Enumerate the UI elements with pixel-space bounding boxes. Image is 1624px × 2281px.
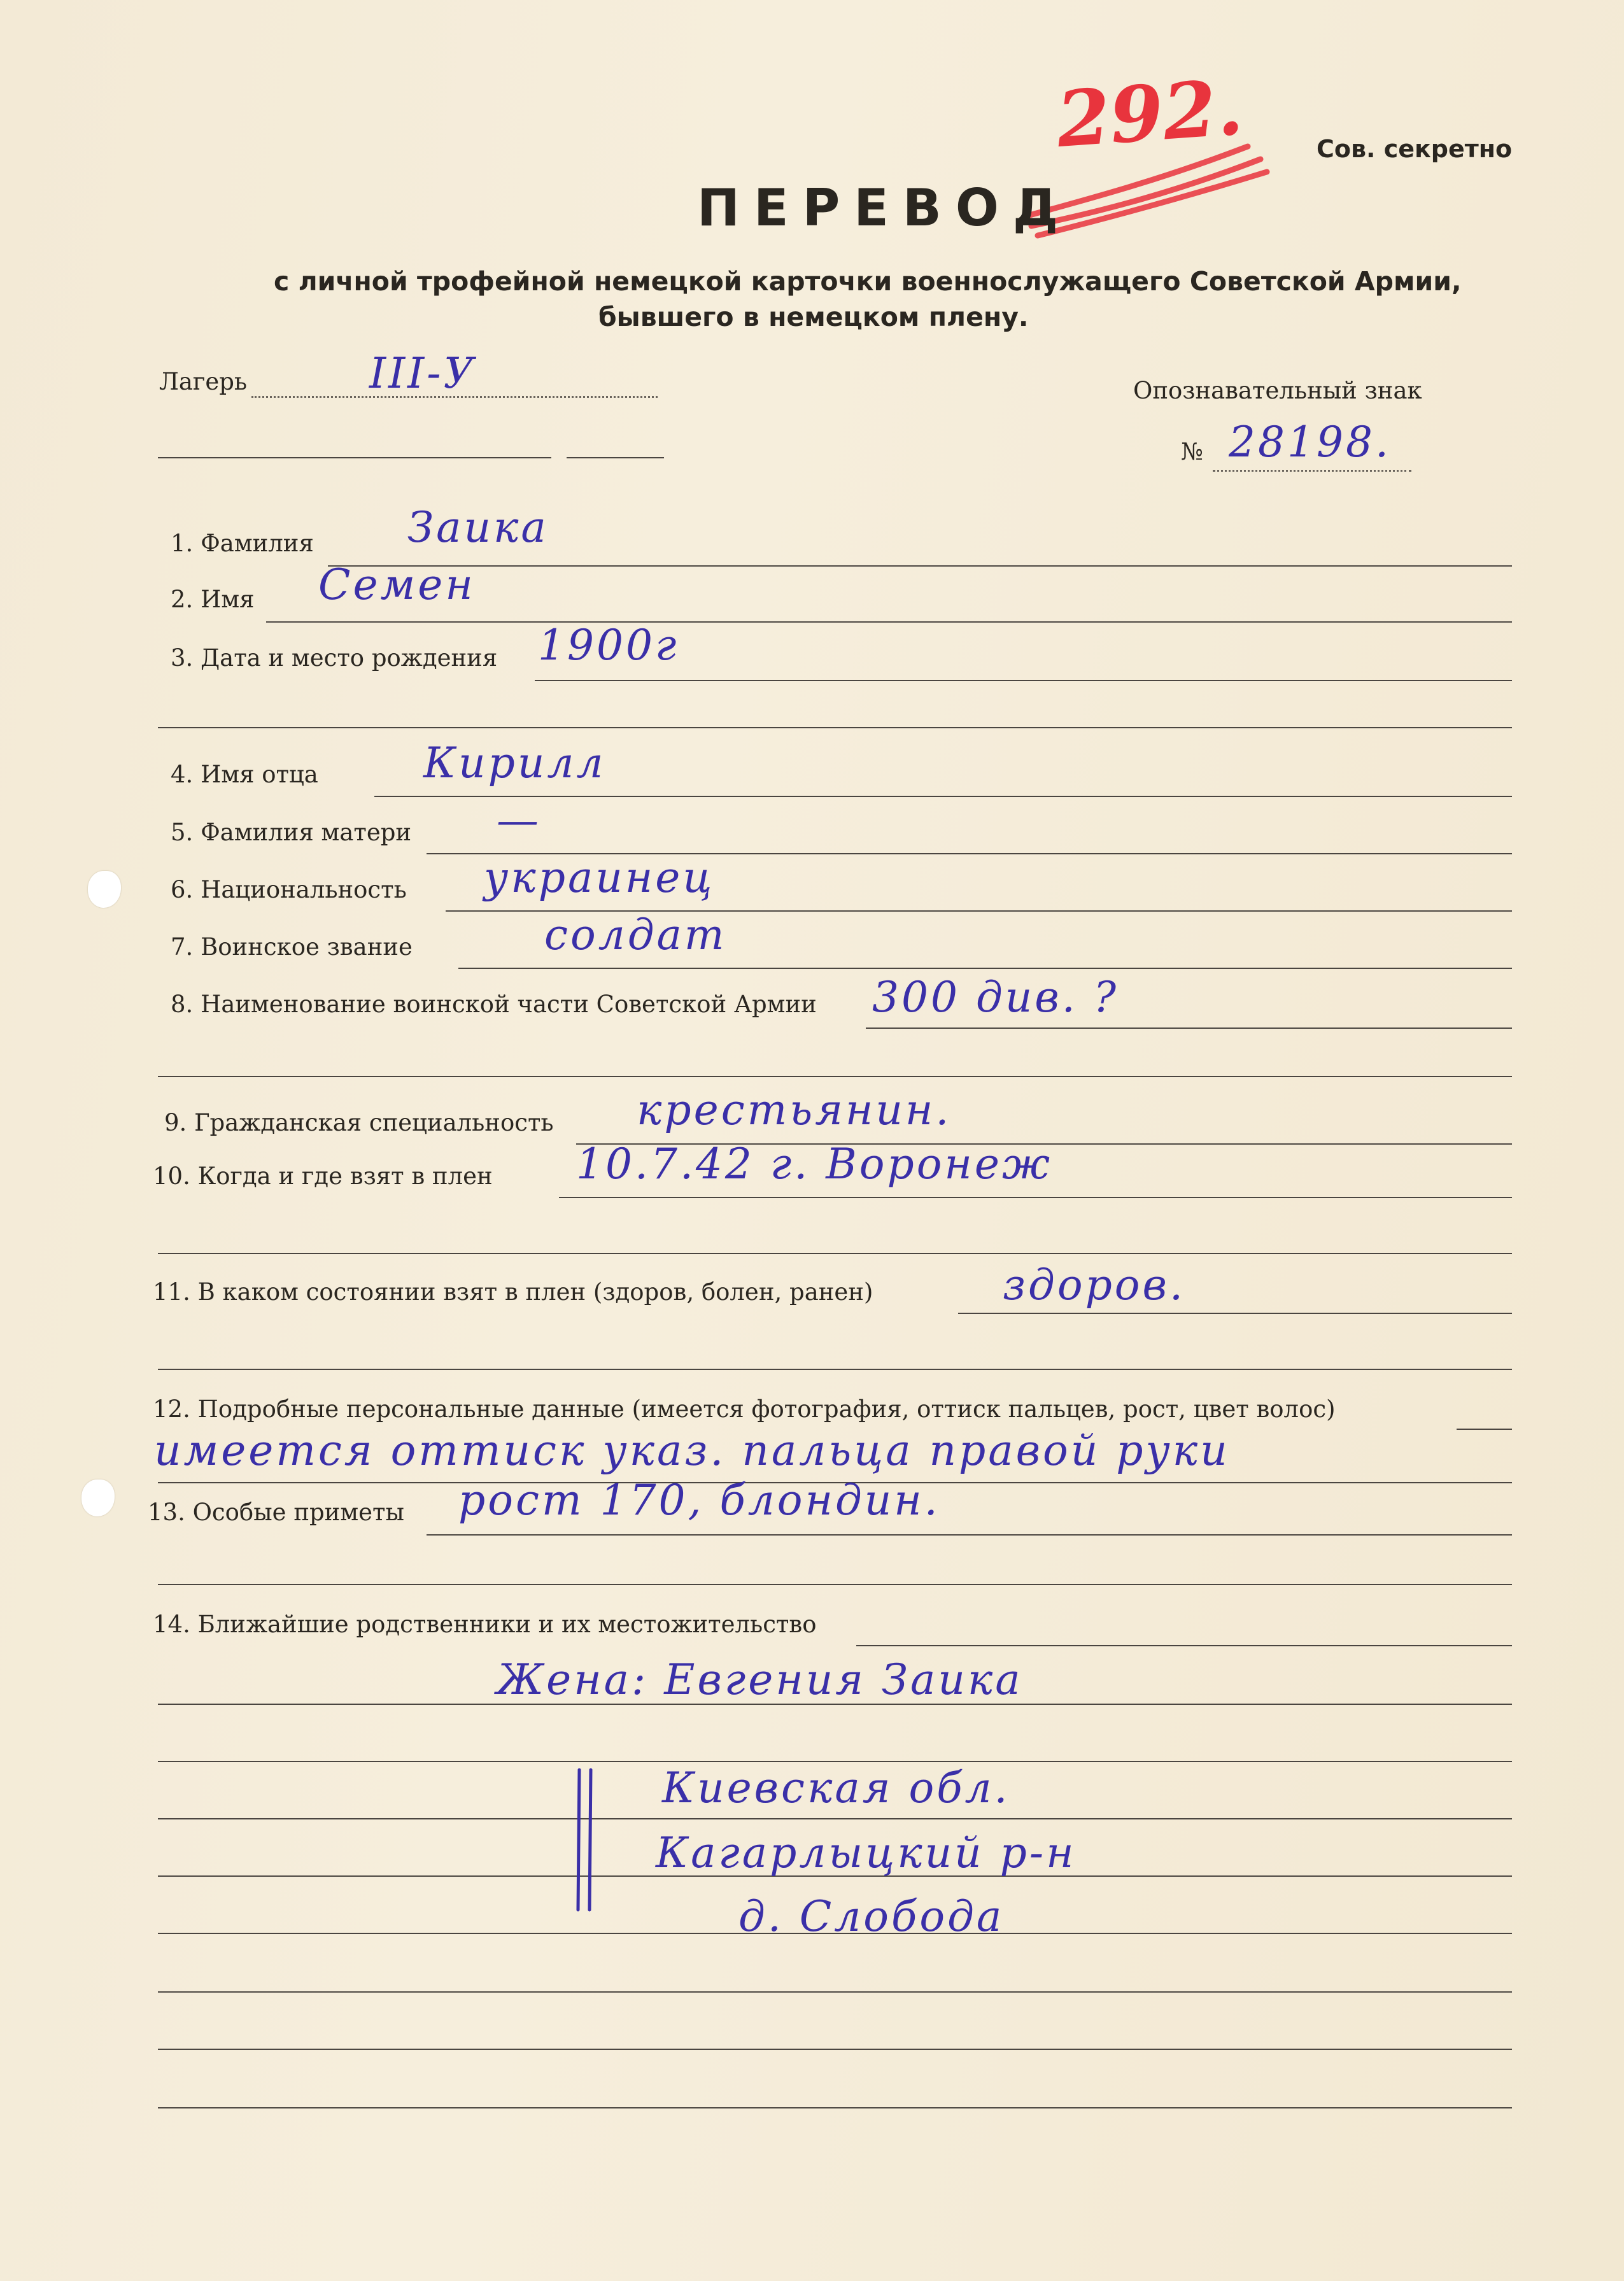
field-line-features xyxy=(427,1534,1512,1536)
classification-label: Сов. секретно xyxy=(1317,135,1513,163)
relatives-rule-2 xyxy=(158,1761,1512,1762)
camp-extra-line xyxy=(158,457,551,458)
field-label-rank: 7. Воинское звание xyxy=(171,933,413,961)
punch-hole-top xyxy=(88,871,121,908)
relatives-rule-3 xyxy=(158,1818,1512,1819)
field-label-father: 4. Имя отца xyxy=(171,761,318,788)
field-label-profession: 9. Гражданская специальность xyxy=(164,1109,554,1136)
subtitle-line-1: с личной трофейной немецкой карточки военнослужащего Советской Армии, xyxy=(274,266,1462,297)
field-value-profession: крестьянин. xyxy=(637,1085,952,1134)
camp-extra-line-2 xyxy=(567,457,664,458)
field-label-mother: 5. Фамилия матери xyxy=(171,819,412,846)
field-line-condition-2 xyxy=(158,1369,1512,1370)
id-mark-value: 28198. xyxy=(1229,418,1391,467)
field-line-birth xyxy=(535,680,1512,681)
field-label-features: 13. Особые приметы xyxy=(148,1499,404,1526)
relatives-rule-1 xyxy=(158,1704,1512,1705)
id-mark-label: Опознавательный знак xyxy=(1133,377,1422,404)
relatives-address-1: Киевская обл. xyxy=(662,1763,1010,1812)
field-label-nationality: 6. Национальность xyxy=(171,876,407,903)
field-line-details xyxy=(1457,1429,1512,1430)
relatives-address-2: Кагарлыцкий р-н xyxy=(656,1828,1077,1877)
field-value-condition: здоров. xyxy=(1003,1261,1185,1310)
field-value-father: Кирилл xyxy=(423,738,606,787)
field-label-relatives: 14. Ближайшие родственники и их местожительство xyxy=(153,1611,817,1638)
relatives-rule-6 xyxy=(158,1991,1512,1993)
relatives-line-1: Жена: Евгения Заика xyxy=(497,1655,1023,1704)
field-value-rank: солдат xyxy=(544,910,727,959)
field-line-captured-2 xyxy=(158,1253,1512,1254)
field-value-mother: — xyxy=(497,796,541,845)
field-value-unit: 300 див. ? xyxy=(872,973,1119,1022)
field-value-details: имеется оттиск указ. пальца правой руки xyxy=(154,1426,1230,1475)
field-line-captured xyxy=(559,1197,1512,1198)
field-label-captured: 10. Когда и где взят в плен xyxy=(153,1162,493,1190)
field-value-captured: 10.7.42 г. Воронеж xyxy=(576,1140,1052,1189)
relatives-rule-7 xyxy=(158,2049,1512,2050)
document-title: ПЕРЕВОД xyxy=(697,178,1073,237)
field-line-name xyxy=(266,621,1512,623)
field-value-nationality: украинец xyxy=(484,853,715,902)
field-line-birth-2 xyxy=(158,727,1512,728)
field-value-surname: Заика xyxy=(407,503,549,552)
field-line-father xyxy=(374,796,1512,797)
field-value-name: Семен xyxy=(318,560,476,609)
field-label-details: 12. Подробные персональные данные (имеется фотография, оттиск пальцев, рост, цвет волос) xyxy=(153,1395,1336,1423)
field-line-surname xyxy=(328,565,1512,567)
id-mark-no-label: № xyxy=(1181,438,1204,465)
field-line-features-2 xyxy=(158,1584,1512,1585)
field-label-birth: 3. Дата и место рождения xyxy=(171,644,498,672)
relatives-address-3: д. Слобода xyxy=(738,1892,1005,1941)
camp-value: III-У xyxy=(369,349,477,398)
field-label-surname: 1. Фамилия xyxy=(171,530,314,557)
relatives-rule-8 xyxy=(158,2107,1512,2108)
field-line-condition xyxy=(958,1313,1512,1314)
field-line-relatives xyxy=(856,1645,1512,1646)
field-line-unit-2 xyxy=(158,1076,1512,1077)
field-value-features: рост 170, блондин. xyxy=(458,1476,940,1525)
punch-hole-bottom xyxy=(81,1479,115,1516)
field-line-unit xyxy=(866,1028,1512,1029)
id-mark-dotted-line xyxy=(1213,470,1411,472)
double-vertical-mark xyxy=(573,1763,598,1916)
camp-label: Лагерь xyxy=(159,368,248,395)
field-label-unit: 8. Наименование воинской части Советской Армии xyxy=(171,991,817,1018)
field-line-rank xyxy=(458,968,1512,969)
field-value-birth: 1900г xyxy=(538,621,679,670)
subtitle-line-2: бывшего в немецком плену. xyxy=(598,302,1029,332)
field-label-condition: 11. В каком состоянии взят в плен (здоров, болен, ранен) xyxy=(153,1278,873,1306)
field-label-name: 2. Имя xyxy=(171,586,255,613)
stamp-number: 292. xyxy=(1054,62,1246,166)
